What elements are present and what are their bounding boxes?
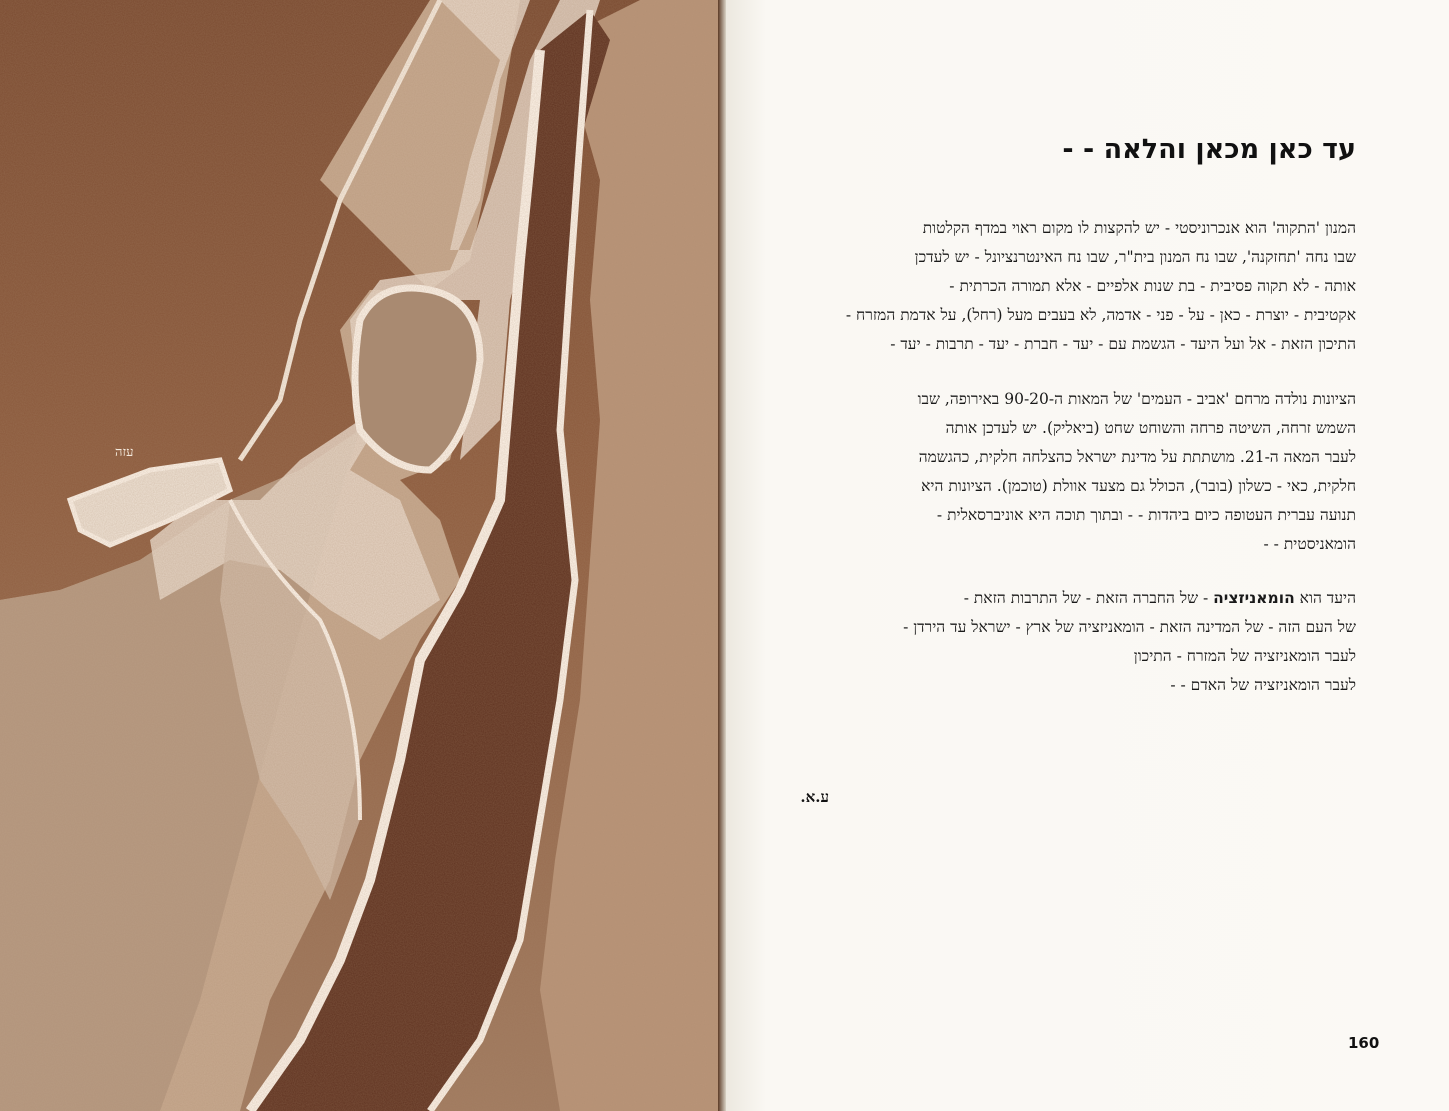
text-line: הומאניסטית - - bbox=[1263, 535, 1356, 553]
satellite-map-page bbox=[0, 0, 722, 1111]
satellite-map-image bbox=[0, 0, 722, 1111]
text-fragment: היעד הוא bbox=[1294, 589, 1356, 607]
text-fragment: - של החברה הזאת - של התרבות הזאת - bbox=[963, 589, 1214, 607]
text-line: שבו נחה 'תחזקנה', שבו נח המנון בית"ר, שבו נח האינטרנציונל - יש לעדכן bbox=[914, 248, 1356, 266]
emphasis-word: הומאניזציה bbox=[1213, 589, 1295, 607]
text-line: השמש זרחה, השיטה פרחה והשוחט שחט (ביאליק). יש לעדכן אותה bbox=[945, 419, 1356, 437]
text-line bbox=[716, 584, 1356, 613]
paragraph-goal bbox=[716, 584, 1356, 700]
text-line: לעבר המאה ה-21. מושתתת על מדינת ישראל כהצלחה חלקית, כהגשמה bbox=[918, 448, 1356, 466]
text-line: של העם הזה - של המדינה הזאת - הומאניזציה של ארץ - ישראל עד הירדן - bbox=[903, 618, 1356, 636]
paragraph-anthem bbox=[716, 214, 1356, 359]
author-signature: ע.א. bbox=[800, 788, 829, 806]
text-line: הציונות נולדה מרחם 'אביב - העמים' של המאות ה-90-20 באירופה, שבו bbox=[917, 390, 1356, 408]
page-number: 160 bbox=[1348, 1034, 1380, 1052]
text-line: אותה - לא תקוה פסיבית - בת שנות אלפיים - אלא תמורה הכרתית - bbox=[949, 277, 1356, 295]
text-line: לעבר הומאניזציה של האדם - - bbox=[1170, 676, 1356, 694]
paragraph-zionism bbox=[716, 385, 1356, 559]
text-line: לעבר הומאניזציה של המזרח - התיכון bbox=[1133, 647, 1356, 665]
page-heading: עד כאן מכאן והלאה - - bbox=[1062, 134, 1356, 165]
text-line: חלקית, כאי - כשלון (בובר), הכולל גם מצעד אוולת (טוכמן). הציונות היא bbox=[921, 477, 1356, 495]
text-line: אקטיבית - יוצרת - כאן - על - פני - אדמה, לא בעבים מעל (רחל), על אדמת המזרח - bbox=[845, 306, 1356, 324]
text-line: המנון 'התקוה' הוא אנכרוניסטי - יש להקצות לו מקום ראוי במדף הקלטות bbox=[922, 219, 1356, 237]
text-line: התיכון הזאת - אל ועל היעד - הגשמת עם - יעד - חברת - יעד - תרבות - יעד - bbox=[890, 335, 1356, 353]
text-page bbox=[726, 0, 1449, 1111]
gaza-map-label: עזה bbox=[115, 445, 134, 460]
text-line: תנועה עברית העטופה כיום ביהדות - - ובתוך תוכה היא אוניברסאלית - bbox=[936, 506, 1356, 524]
